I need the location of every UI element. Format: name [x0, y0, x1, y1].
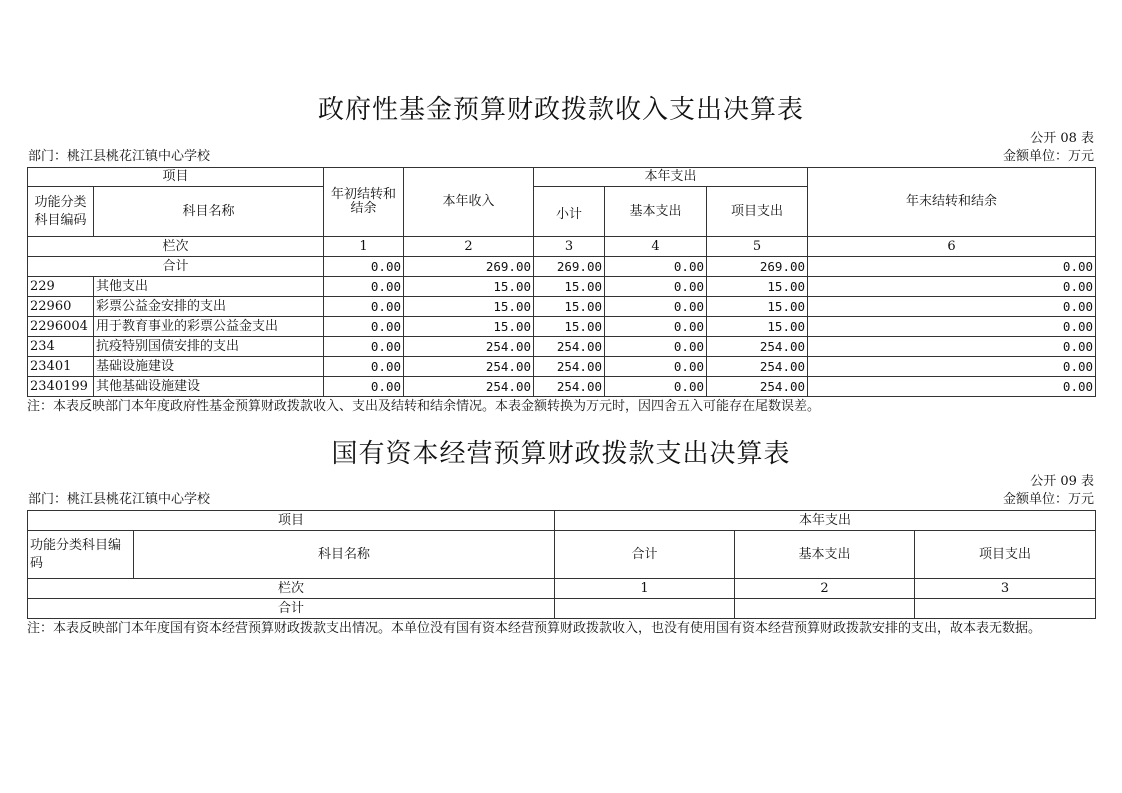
header-expense: 本年支出: [534, 168, 808, 187]
row-income: 254.00: [404, 357, 534, 377]
row-begin: 0.00: [324, 377, 404, 397]
t2-total-basic: [735, 599, 915, 619]
header-income: 本年收入: [404, 168, 534, 237]
row-code: 23401: [28, 357, 94, 377]
row-project: 15.00: [707, 317, 808, 337]
row-name: 其他支出: [94, 277, 324, 297]
row-begin: 0.00: [324, 317, 404, 337]
row-subtotal: 15.00: [534, 277, 605, 297]
table1: [27, 167, 1096, 397]
table-row: [28, 337, 1096, 357]
row-name: 其他基础设施建设: [94, 377, 324, 397]
table-row: [28, 297, 1096, 317]
table2-unit: 金额单位：万元: [1002, 492, 1094, 507]
row-name: 基础设施建设: [94, 357, 324, 377]
total-basic: 0.00: [605, 257, 707, 277]
t2-header-total: 合计: [555, 531, 735, 579]
table1-department: 部门：桃江县桃花江镇中心学校: [28, 149, 211, 164]
table2-code: 公开 09 表: [1030, 474, 1094, 489]
row-begin: 0.00: [324, 297, 404, 317]
row-end: 0.00: [808, 337, 1096, 357]
header-name: 科目名称: [94, 187, 324, 237]
t2-total-label: 合计: [28, 599, 555, 619]
t2-total-project: [915, 599, 1096, 619]
row-subtotal: 254.00: [534, 377, 605, 397]
row-project: 15.00: [707, 297, 808, 317]
header-subtotal: 小计: [534, 187, 605, 237]
row-begin: 0.00: [324, 277, 404, 297]
col-index-3: 3: [534, 237, 605, 257]
row-basic: 0.00: [605, 277, 707, 297]
header-begin-balance: 年初结转和结余: [324, 168, 404, 237]
header-basic: 基本支出: [605, 187, 707, 237]
table2-department: 部门：桃江县桃花江镇中心学校: [28, 492, 211, 507]
row-code: 2340199: [28, 377, 94, 397]
row-end: 0.00: [808, 277, 1096, 297]
total-project: 269.00: [707, 257, 808, 277]
row-code: 229: [28, 277, 94, 297]
row-subtotal: 254.00: [534, 337, 605, 357]
row-end: 0.00: [808, 377, 1096, 397]
table1-unit: 金额单位：万元: [1002, 149, 1094, 164]
row-income: 15.00: [404, 297, 534, 317]
total-label: 合计: [28, 257, 324, 277]
table1-title: 政府性基金预算财政拨款收入支出决算表: [317, 95, 804, 125]
total-row: [28, 257, 1096, 277]
t2-header-item: 项目: [28, 511, 555, 531]
t2-total-row: [28, 599, 1096, 619]
header-end-balance: 年末结转和结余: [808, 168, 1096, 237]
col-index-6: 6: [808, 237, 1096, 257]
table2-note: 注：本表反映部门本年度国有资本经营预算财政拨款支出情况。本单位没有国有资本经营预算财政拨款收入，也没有使用国有资本经营预算财政拨款安排的支出，故本表无数据。: [27, 621, 1042, 636]
table1-code: 公开 08 表: [1030, 131, 1094, 146]
row-basic: 0.00: [605, 377, 707, 397]
total-income: 269.00: [404, 257, 534, 277]
row-name: 用于教育事业的彩票公益金支出: [94, 317, 324, 337]
row-subtotal: 254.00: [534, 357, 605, 377]
row-name: 彩票公益金安排的支出: [94, 297, 324, 317]
t2-header-code: 功能分类科目编码: [28, 531, 134, 579]
col-index-5: 5: [707, 237, 808, 257]
t2-header-basic: 基本支出: [735, 531, 915, 579]
row-name: 抗疫特别国债安排的支出: [94, 337, 324, 357]
row-income: 254.00: [404, 337, 534, 357]
t2-row-label: 栏次: [28, 579, 555, 599]
row-subtotal: 15.00: [534, 317, 605, 337]
row-code: 234: [28, 337, 94, 357]
table-row: [28, 317, 1096, 337]
table2-title: 国有资本经营预算财政拨款支出决算表: [331, 439, 791, 469]
table1-note: 注：本表反映部门本年度政府性基金预算财政拨款收入、支出及结转和结余情况。本表金额转换为万元时，因四舍五入可能存在尾数误差。: [27, 399, 821, 414]
t2-header-expense: 本年支出: [555, 511, 1096, 531]
table-row: [28, 277, 1096, 297]
t2-total-value: [555, 599, 735, 619]
table2: [27, 510, 1096, 619]
row-begin: 0.00: [324, 357, 404, 377]
t2-header-project: 项目支出: [915, 531, 1096, 579]
col-index-4: 4: [605, 237, 707, 257]
row-label: 栏次: [28, 237, 324, 257]
total-subtotal: 269.00: [534, 257, 605, 277]
t2-header-name: 科目名称: [134, 531, 555, 579]
row-end: 0.00: [808, 317, 1096, 337]
header-code: 功能分类科目编码: [28, 187, 94, 237]
row-code: 22960: [28, 297, 94, 317]
row-basic: 0.00: [605, 337, 707, 357]
row-project: 254.00: [707, 357, 808, 377]
row-project: 254.00: [707, 337, 808, 357]
row-income: 15.00: [404, 317, 534, 337]
t2-col-index-1: 1: [555, 579, 735, 599]
total-end: 0.00: [808, 257, 1096, 277]
row-project: 254.00: [707, 377, 808, 397]
total-begin: 0.00: [324, 257, 404, 277]
row-code: 2296004: [28, 317, 94, 337]
table-row: [28, 357, 1096, 377]
row-begin: 0.00: [324, 337, 404, 357]
header-item: 项目: [28, 168, 324, 187]
row-project: 15.00: [707, 277, 808, 297]
row-income: 15.00: [404, 277, 534, 297]
row-basic: 0.00: [605, 317, 707, 337]
table-row: [28, 377, 1096, 397]
row-basic: 0.00: [605, 297, 707, 317]
row-end: 0.00: [808, 297, 1096, 317]
col-index-2: 2: [404, 237, 534, 257]
t2-col-index-2: 2: [735, 579, 915, 599]
header-project: 项目支出: [707, 187, 808, 237]
row-subtotal: 15.00: [534, 297, 605, 317]
row-income: 254.00: [404, 377, 534, 397]
row-basic: 0.00: [605, 357, 707, 377]
col-index-1: 1: [324, 237, 404, 257]
t2-col-index-3: 3: [915, 579, 1096, 599]
row-end: 0.00: [808, 357, 1096, 377]
